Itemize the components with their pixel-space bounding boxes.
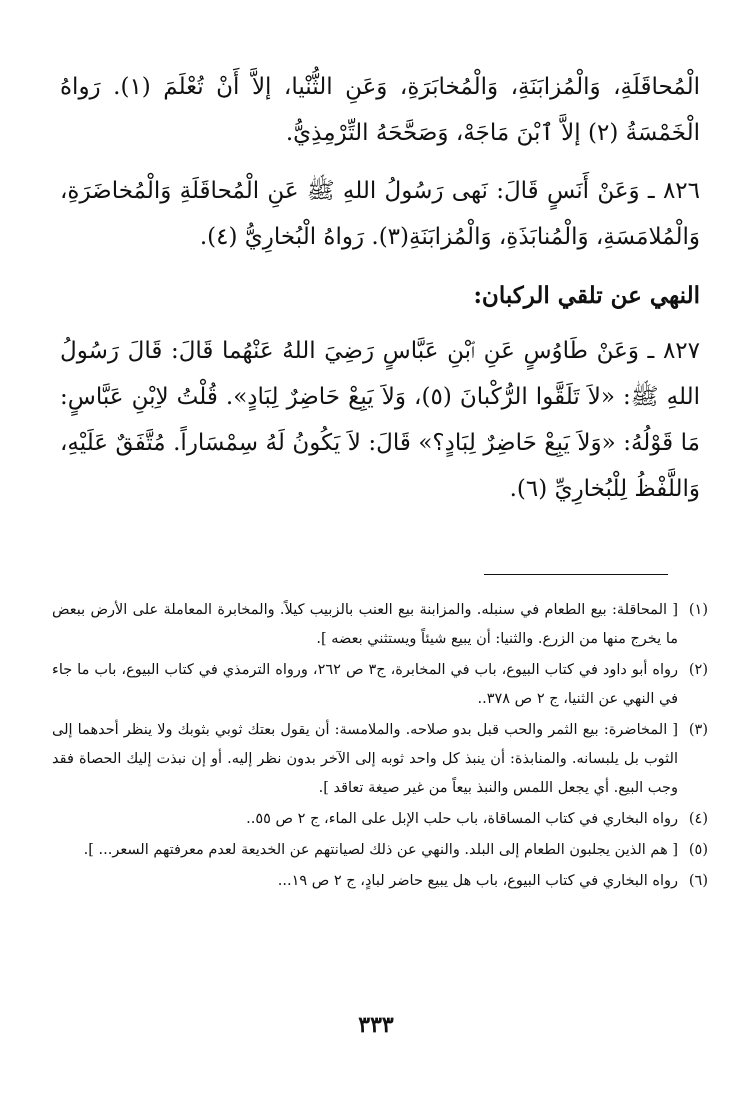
footnote-number: (٢) [688,662,708,678]
footnote-3 [52,716,708,803]
footnote-number: (١) [688,602,708,618]
footnote-5 [52,836,708,865]
paragraph-continuation: الْمُحاقَلَةِ، وَالْمُزابَنَةِ، وَالْمُخابَرَةِ، وَعَنِ الثُّنْيا، إلاَّ أَنْ تُعْلَمَ (١). رَواهُ الْخَمْسَةُ (٢) إلاَّ ٱبْنَ مَاجَهْ، وَصَحَّحَهُ التِّرْمِذِيُّ. [60,74,700,146]
footnote-number: (٥) [688,842,708,858]
footnote-text: رواه أبو داود في كتاب البيوع، باب في المخابرة، ج٣ ص ٢٦٢، ورواه الترمذي في كتاب البيوع، باب ما جاء في النهي عن الثنيا، ج ٢ ص ٣٧٨.. [52,662,679,707]
footnote-text: [ المحاقلة: بيع الطعام في سنبله. والمزابنة بيع العنب بالزبيب كيلاً. والمخابرة المعاملة على الأرض ببعض ما يخرج منها من الزرع. والثنيا: أن يبيع شيئاً ويستثني بعضه ]. [52,602,678,647]
footnote-text: رواه البخاري في كتاب المساقاة، باب حلب الإبل على الماء، ج ٢ ص ٥٥.. [246,811,678,827]
footnote-2 [52,656,708,714]
section-heading: النهي عن تلقي الركبان: [473,282,700,309]
footnote-separator [484,574,668,575]
footnote-text: [ المخاضرة: بيع الثمر والحب قبل بدو صلاحه. والملامسة: أن يقول بعتك ثوبي بثوبك ولا ينظر أحدهما إلى الثوب بل يلبسانه. والمنابذة: أن ينبذ كل واحد ثوبه إلى الآخر بدون نظر إليه. أو إن نبذت إليك الحصاة فقد وجب البيع. أي يجعل اللمس والنبذ بيعاً من غير صيغة تعاقد ]. [52,722,678,796]
footnote-1 [52,596,708,654]
footnotes [52,596,708,898]
footnote-4 [52,805,708,834]
footnote-number: (٦) [688,873,708,889]
paragraph-hadith-827: ٨٢٧ ـ وَعَنْ طَاوُسٍ عَنِ ٱبْنِ عَبَّاسٍ رَضِيَ اللهُ عَنْهُما قَالَ: قَالَ رَسُولُ اللهِ ﷺ: «لاَ تَلَقَّوا الرُّكْبانَ (٥)، وَلاَ يَبِعْ حَاضِرٌ لِبَادٍ». قُلْتُ لاِبْنِ عَبَّاسٍ: مَا قَوْلُهُ: «وَلاَ يَبِعْ حَاضِرٌ لِبَادٍ؟» قَالَ: لاَ يَكُونُ لَهُ سِمْسَاراً. مُتَّفَقٌ عَلَيْهِ، وَاللَّفْظُ لِلْبُخارِيِّ (٦). [60,338,701,502]
footnote-6 [52,867,708,896]
page-number: ٣٣٣ [358,1012,394,1038]
footnote-number: (٣) [688,722,708,738]
footnote-number: (٤) [688,811,708,827]
footnote-text: [ هم الذين يجلبون الطعام إلى البلد. والنهي عن ذلك لصيانتهم عن الخديعة لعدم معرفتهم السعر... ]. [83,842,678,858]
footnote-text: رواه البخاري في كتاب البيوع، باب هل يبيع حاضر لبادٍ، ج ٢ ص ١٩... [277,873,678,889]
main-text [60,64,700,512]
paragraph-hadith-826: ٨٢٦ ـ وَعَنْ أَنَسٍ قَالَ: نَهى رَسُولُ اللهِ ﷺ عَنِ الْمُحاقَلَةِ وَالْمُخاضَرَةِ، وَالْمُلامَسَةِ، وَالْمُنابَذَةِ، وَالْمُزابَنَةِ(٣). رَواهُ الْبُخارِيُّ (٤). [60,178,700,250]
